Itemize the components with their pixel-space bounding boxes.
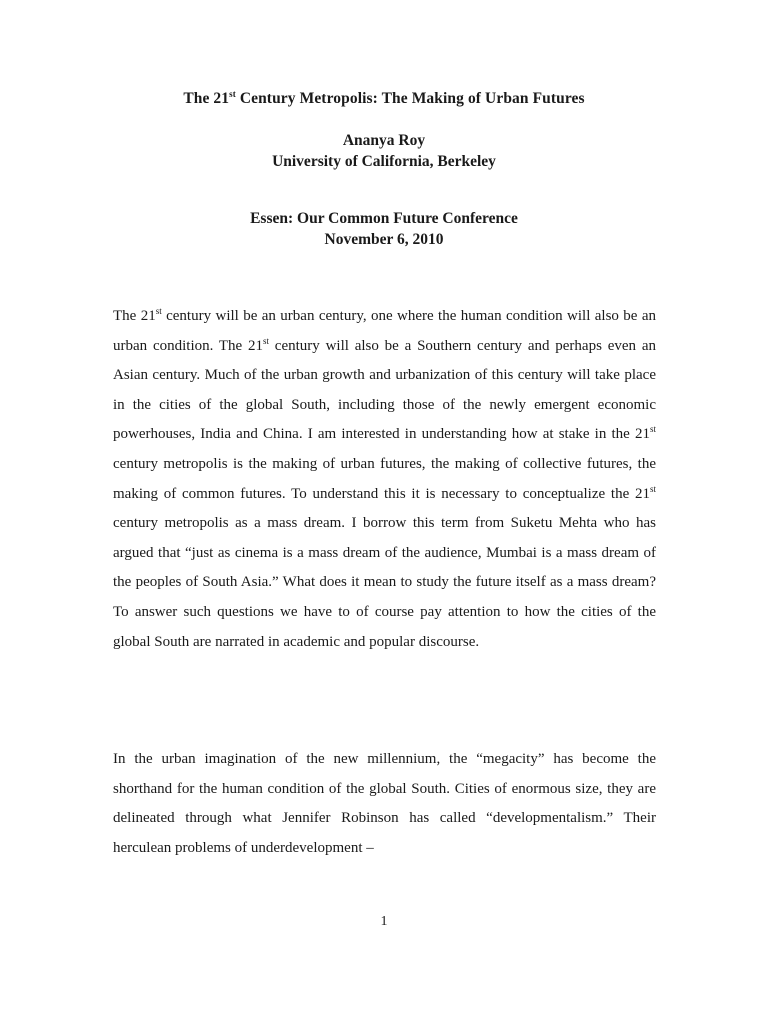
para1-superscript-3: st (649, 424, 656, 435)
para1-text-1: The 21 (113, 308, 156, 324)
author-affiliation: University of California, Berkeley (272, 153, 496, 170)
para1-superscript-1: st (155, 306, 162, 316)
body-paragraph-1 (113, 302, 656, 657)
para1-text-5: century metropolis as a mass dream. I borrow this term from Suketu Mehta who has argued that “just as cinema is a mass dream of the audience, Mumbai is a mass dream of the peoples of South Asia.” What does it mean to study the future itself as a mass dream? To answer such questions we have to of course pay attention to how the cities of the global South are narrated in academic and popular discourse. (113, 515, 656, 650)
page-number: 1 (380, 914, 388, 929)
title-text-start: The 21 (183, 90, 230, 107)
para1-text-4: century metropolis is the making of urban futures, the making of collective futures, the making of common futures. To understand this it is necessary to conceptualize the 21 (113, 455, 656, 502)
conference-date: November 6, 2010 (324, 231, 444, 248)
body-paragraph-2: In the urban imagination of the new millennium, the “megacity” has become the shorthand for the human condition of the global South. Cities of enormous size, they are delineated through what Jennifer Robinson has called “developmentalism.” Their herculean problems of underdevelopment – (113, 751, 656, 856)
para1-text-3: century will also be a Southern century and perhaps even an Asian century. Much of the urban growth and urbanization of this century will take place in the cities of the global South, including those of the newly emergent economic powerhouses, India and China. I am interested in understanding how at stake in the 21 (113, 337, 656, 443)
conference-block (0, 208, 768, 250)
author-name: Ananya Roy (342, 132, 426, 149)
title-text-end: Century Metropolis: The Making of Urban Futures (235, 90, 585, 107)
title-ordinal-suffix: st (229, 89, 236, 99)
conference-name: Essen: Our Common Future Conference (250, 210, 518, 227)
para1-text-2: century will be an urban century, one where the human condition will also be an urban condition. The 21 (113, 308, 656, 354)
document-title (0, 90, 768, 108)
para1-superscript-4: st (649, 483, 656, 494)
para1-superscript-2: st (263, 335, 270, 346)
author-block (0, 130, 768, 172)
